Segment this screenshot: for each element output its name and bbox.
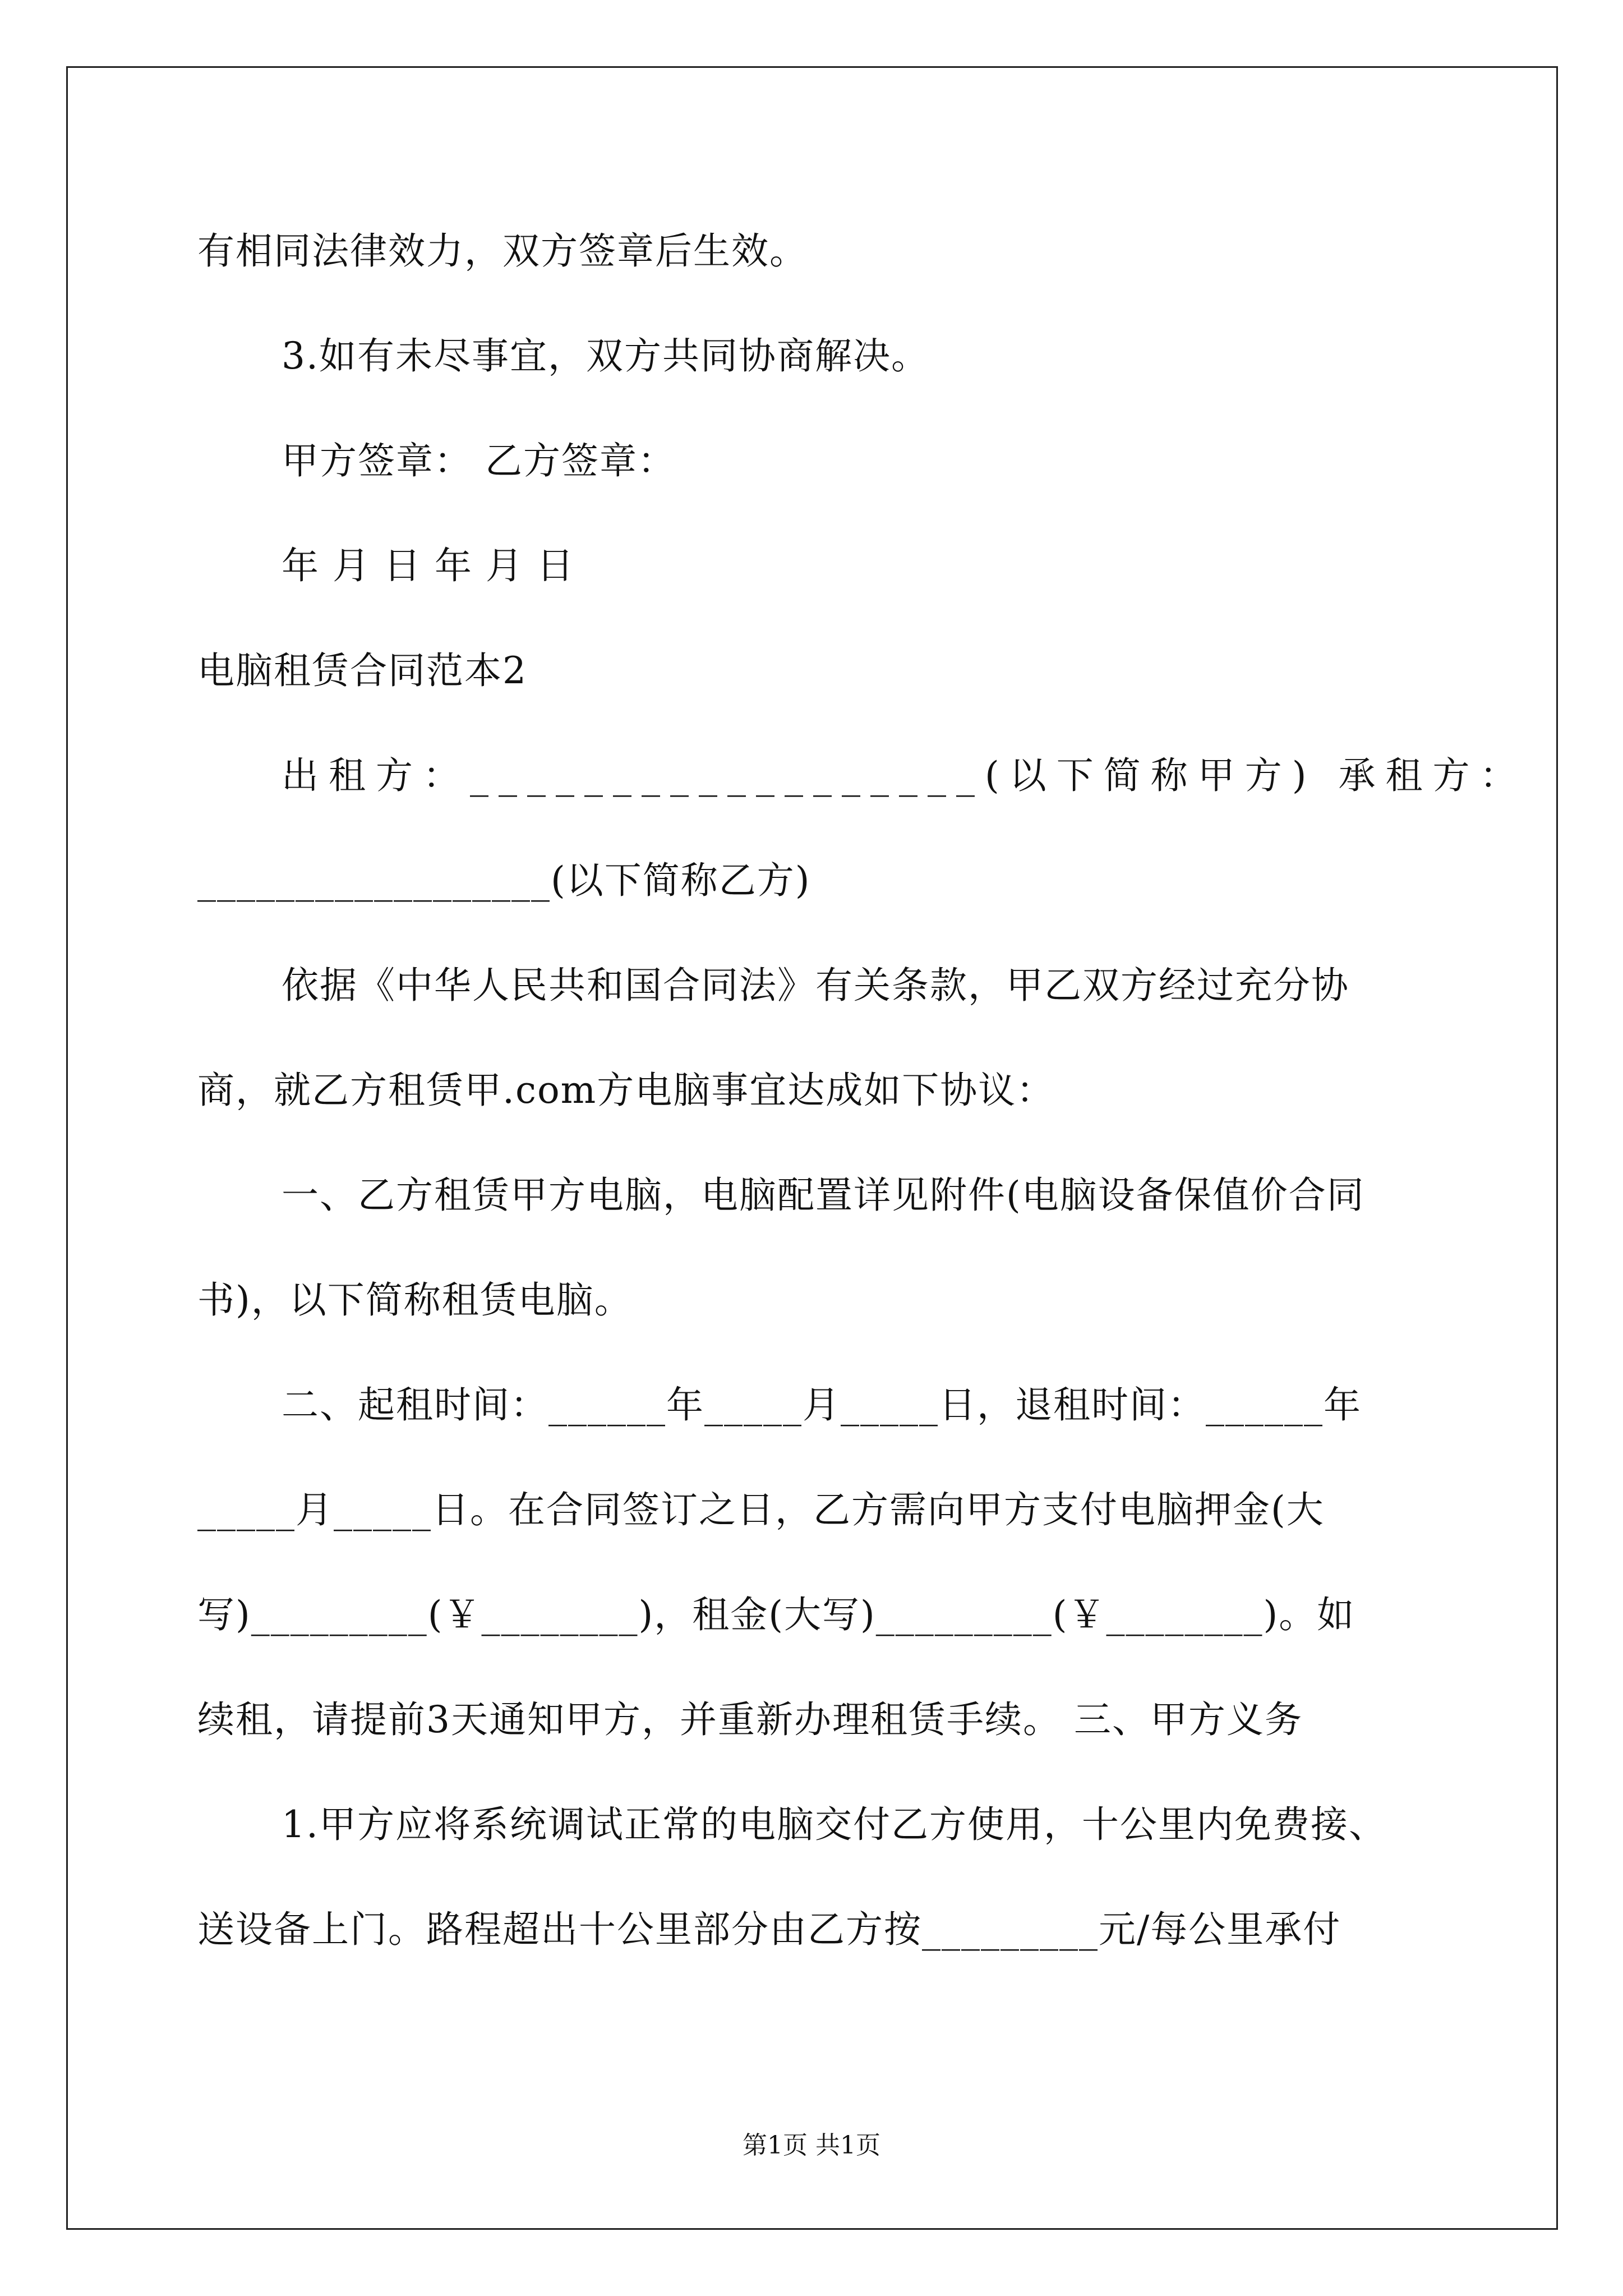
text-line-1: 有相同法律效力，双方签章后生效。 — [197, 229, 808, 273]
clause-two-line-1: 二、起租时间：______年_____月_____日，退租时间：______年 — [282, 1383, 1362, 1427]
text-line-9: 商，就乙方租赁甲.com方电脑事宜达成如下协议： — [197, 1069, 1055, 1112]
clause-one-line-1: 一、乙方租赁甲方电脑，电脑配置详见附件(电脑设备保值价合同 — [282, 1174, 1365, 1217]
clause-two-line-4: 续租，请提前3天通知甲方，并重新办理租赁手续。 三、甲方义务 — [197, 1698, 1303, 1741]
clause-two-line-2: _____月_____日。在合同签订之日，乙方需向甲方支付电脑押金(大 — [197, 1488, 1325, 1531]
clause-two-line-3: 写)_________(￥________)，租金(大写)_________(￥________)。如 — [197, 1593, 1355, 1636]
text-line-2: 3.如有未尽事宜，双方共同协商解决。 — [282, 334, 929, 378]
obligation-line-1: 1.甲方应将系统调试正常的电脑交付乙方使用，十公里内免费接、 — [282, 1803, 1387, 1846]
signature-line: 甲方签章： 乙方签章： — [282, 439, 676, 482]
lessee-line: __________________(以下简称乙方) — [197, 859, 811, 902]
lessor-line: 出租方：__________________(以下简称甲方) 承租方： — [282, 754, 1527, 797]
obligation-line-2: 送设备上门。路程超出十公里部分由乙方按_________元/每公里承付 — [197, 1908, 1341, 1951]
clause-one-line-2: 书)，以下简称租赁电脑。 — [197, 1278, 633, 1322]
page-footer: 第1页 共1页 — [743, 2131, 880, 2160]
text-line-8: 依据《中华人民共和国合同法》有关条款，甲乙双方经过充分协 — [282, 964, 1349, 1007]
date-line: 年 月 日 年 月 日 — [282, 544, 575, 587]
section-heading: 电脑租赁合同范本2 — [197, 649, 527, 692]
